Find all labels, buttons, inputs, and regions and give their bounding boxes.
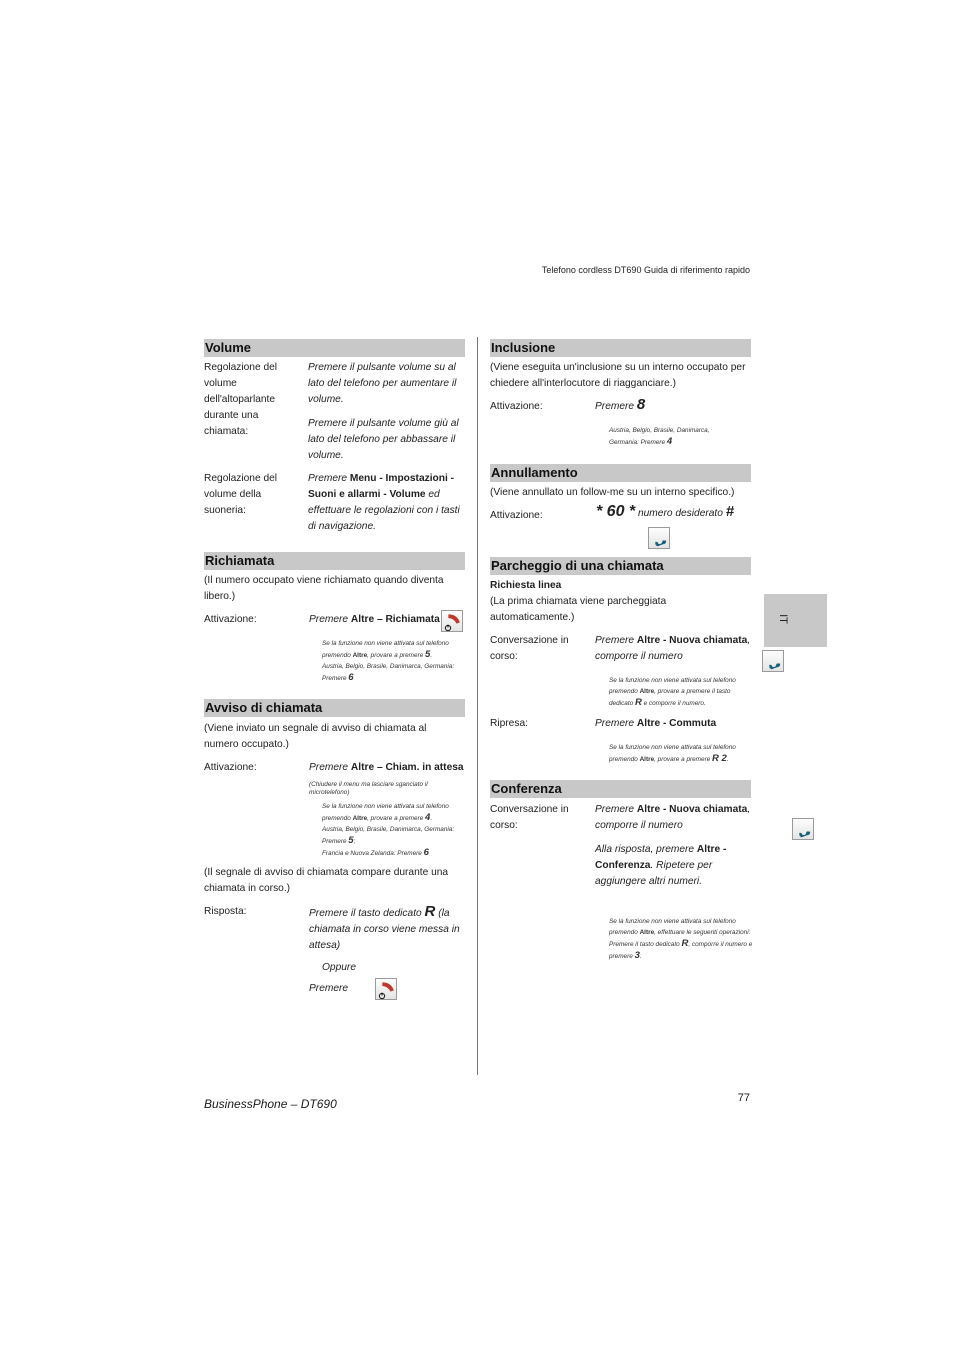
end-call-icon [441,610,463,632]
section-parcheggio-title: Parcheggio di una chiamata [490,557,751,575]
avviso-risposta-text: Premere il tasto dedicato R (la chiamata in corso viene messa in attesa) [309,903,460,951]
conferenza-label: Conversazione in corso: [490,804,569,831]
avviso-premere2: Premere [309,983,349,994]
annullamento-label: Attivazione: [490,510,543,521]
richiamata-intro: (Il numero occupato viene richiamato quando diventa libero.) [204,575,444,602]
avviso-note: Se la funzione non viene attivata sul telefono premendo Altre, provare a premere 4. Austria, Belgio, Brasile, Danimarca, Germania: Premere 5; Francia e Nuova Zelanda: Premere 6 [322,803,455,858]
section-annullamento-title: Annullamento [490,464,751,482]
end-call-icon [375,978,397,1000]
section-avviso-title: Avviso di chiamata [204,699,465,717]
call-handset-icon [792,818,814,840]
avviso-risposta-label: Risposta: [204,906,247,917]
inclusione-action: Premere 8 [595,396,646,413]
richiamata-action: Premere Altre – Richiamata [309,614,440,625]
footer-product: BusinessPhone – DT690 [204,1097,337,1111]
annullamento-intro: (Viene annullato un follow-me su un interno specifico.) [490,487,735,498]
parcheggio-subtitle: Richiesta linea [490,580,562,591]
language-tab: IT [764,594,827,647]
conferenza-note: Se la funzione non viene attivata sul telefono premendo Altre, effettuare le seguenti operazioni: Premere il tasto dedicato R, comporre il numero e premere 3. [609,918,753,961]
column-divider [477,337,478,1075]
volume-ringer-label: Regolazione del volume della suoneria: [204,473,278,516]
annullamento-action: * 60 * numero desiderato # [596,503,735,520]
call-handset-icon [762,650,784,672]
richiamata-note: Se la funzione non viene attivata sul telefono premendo Altre, provare a premere 5. Austria, Belgio, Brasile, Danimarca, Germania: Premere 6 [322,640,455,683]
volume-speaker-label: Regolazione del volume dell'altoparlante durante una chiamata: [204,362,278,437]
volume-ringer-text: Premere Menu - Impostazioni - Suoni e allarmi - Volume ed effettuare le regolazioni con i tasti di navigazione. [308,473,460,532]
section-inclusione-title: Inclusione [490,339,751,357]
section-volume-title: Volume [204,339,465,357]
parcheggio-action2: Premere Altre - Commuta [595,718,717,729]
page-number: 77 [737,1092,750,1104]
parcheggio-label1: Conversazione in corso: [490,635,569,662]
parcheggio-intro: (La prima chiamata viene parcheggiata automaticamente.) [490,596,667,623]
parcheggio-note1: Se la funzione non viene attivata sul telefono premendo Altre, provare a premere il tasto dedicato R e comporre il numero. [609,677,736,708]
conferenza-action: Premere Altre - Nuova chiamata, comporre il numero [595,804,751,831]
inclusione-label: Attivazione: [490,401,543,412]
parcheggio-note2: Se la funzione non viene attivata sul telefono premendo Altre, provare a premere R 2. [609,744,736,764]
avviso-intro: (Viene inviato un segnale di avviso di chiamata al numero occupato.) [204,723,427,750]
avviso-intro2: (Il segnale di avviso di chiamata compare durante una chiamata in corso.) [204,867,449,894]
conferenza-alla-risposta: Alla risposta, premere Altre - Conferenza. Ripetere per aggiungere altri numeri. [595,844,727,887]
running-header: Telefono cordless DT690 Guida di riferimento rapido [541,265,750,275]
call-handset-icon [648,527,670,549]
avviso-label: Attivazione: [204,762,257,773]
inclusione-note: Austria, Belgio, Brasile, Danimarca, Germania: Premere 4 [609,427,710,447]
inclusione-intro: (Viene eseguita un'inclusione su un interno occupato per chiedere all'interlocutore di riagganciare.) [490,362,746,389]
section-richiamata-title: Richiamata [204,552,465,570]
volume-up-text: Premere il pulsante volume su al lato del telefono per aumentare il volume. [308,362,457,405]
avviso-paren-note: (Chiudere il menu ma lasciare sganciato il microtelefono) [309,781,428,796]
parcheggio-label2: Ripresa: [490,718,528,729]
avviso-action: Premere Altre – Chiam. in attesa [309,762,464,773]
volume-down-text: Premere il pulsante volume giù al lato del telefono per abbassare il volume. [308,418,459,461]
parcheggio-action1: Premere Altre - Nuova chiamata, comporre il numero [595,635,751,662]
section-conferenza-title: Conferenza [490,780,751,798]
richiamata-label: Attivazione: [204,614,257,625]
avviso-oppure: Oppure [322,962,356,973]
